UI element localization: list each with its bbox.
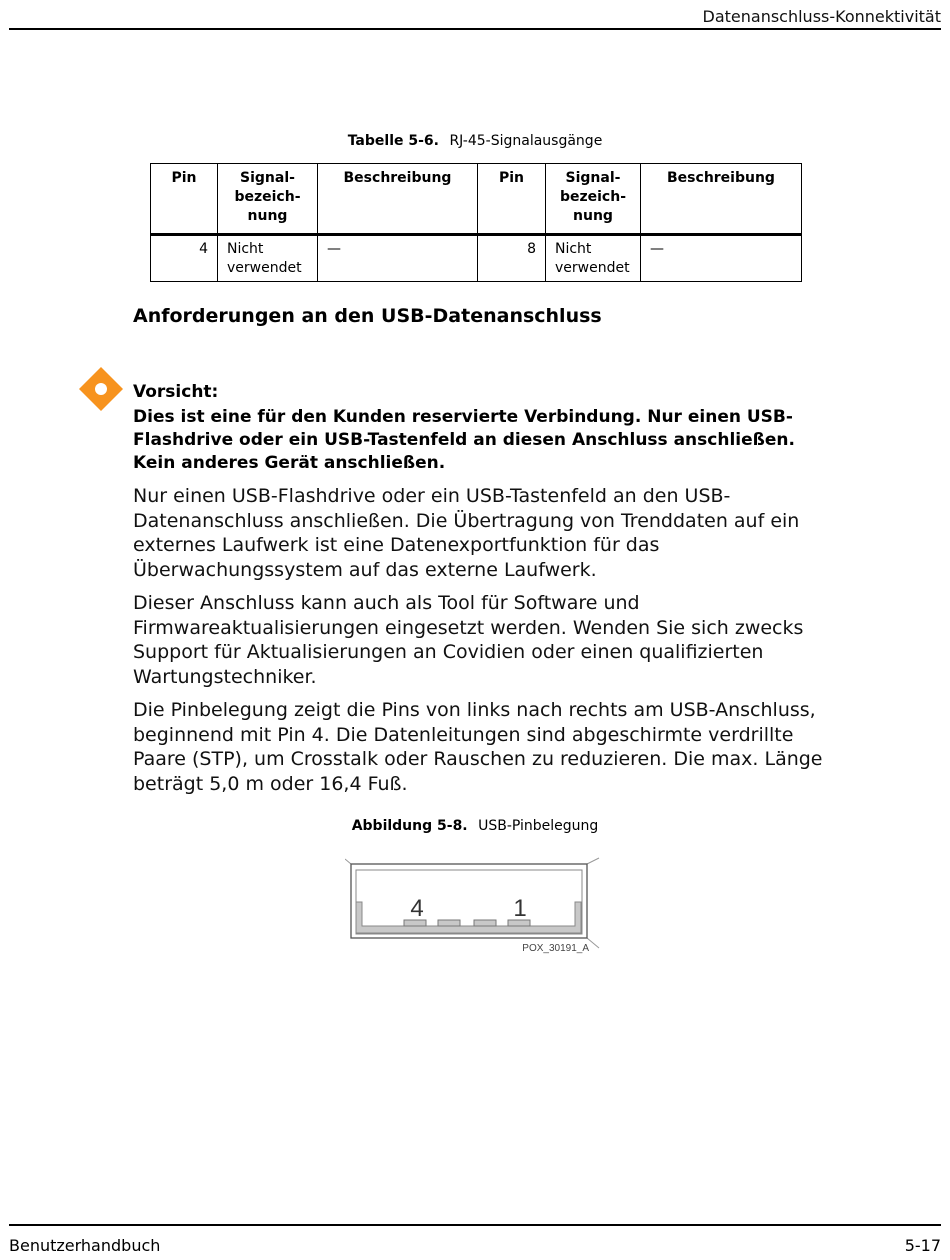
paragraph-text: Nur einen USB-Flashdrive oder ein USB-Tastenfeld an den USB-Datenanschluss anschließen. Die Übertragung von Trenddaten auf ein externes Laufwerk ist eine Datenexportfunktion für das Überwachungssystem auf das externe Laufwerk.	[133, 485, 800, 581]
col-header-description: Beschreibung	[318, 164, 478, 235]
figure-id: POX_30191_A	[522, 943, 589, 954]
running-header-title: Datenanschluss-Konnektivität	[702, 7, 941, 26]
pin-label-1: 1	[513, 895, 527, 922]
figure-caption-number: Abbildung 5-8.	[351, 818, 468, 834]
col-header-signal: Signal-bezeich-nung	[218, 164, 318, 235]
pin-label-4: 4	[410, 895, 424, 922]
table-cell-description: —	[641, 235, 802, 282]
table-cell-pin: 8	[478, 235, 546, 282]
table-cell-description: —	[318, 235, 478, 282]
body-paragraph	[133, 698, 823, 796]
figure-caption	[0, 818, 950, 834]
paragraph-text: Die Pinbelegung zeigt die Pins von links nach rechts am USB-Anschluss, beginnend mit Pin 4. Die Datenleitungen sind abgeschirmte verdrillte Paare (STP), um Crosstalk oder Rauschen zu reduzieren. Die max. Länge beträgt 5,0 m oder 16,4 Fuß.	[133, 699, 823, 795]
col-header-pin: Pin	[151, 164, 218, 235]
usb-contact-pin-3	[438, 920, 460, 926]
table-cell-signal: Nicht verwendet	[218, 235, 318, 282]
usb-opening	[356, 870, 582, 934]
footer-divider	[9, 1224, 941, 1226]
footer-manual-title: Benutzerhandbuch	[9, 1236, 161, 1255]
table-cell-pin: 4	[151, 235, 218, 282]
table-cell-signal: Nicht verwendet	[546, 235, 641, 282]
body-paragraph	[133, 484, 823, 582]
usb-pinout-diagram	[345, 856, 605, 958]
col-header-pin: Pin	[478, 164, 546, 235]
paragraph-text: Dieser Anschluss kann auch als Tool für Software und Firmwareaktualisierungen eingesetzt werden. Wenden Sie sich zwecks Support für Aktualisierungen an Covidien oder einen qualifizierten Wartungstechniker.	[133, 592, 804, 688]
section-heading: Anforderungen an den USB-Datenanschluss	[133, 305, 602, 327]
rj45-signal-table	[150, 163, 802, 282]
caution-diamond-icon	[78, 366, 124, 412]
col-header-signal: Signal-bezeich-nung	[546, 164, 641, 235]
table-row	[151, 235, 802, 282]
table-caption	[0, 133, 950, 149]
caution-text: Dies ist eine für den Kunden reservierte Verbindung. Nur einen USB-Flashdrive oder ein USB-Tastenfeld an diesen Anschluss anschließen. Kein anderes Gerät anschließen.	[133, 407, 795, 473]
header-divider	[9, 28, 941, 30]
usb-contact-pin-2	[474, 920, 496, 926]
col-header-description: Beschreibung	[641, 164, 802, 235]
table-header-row	[151, 164, 802, 235]
table-caption-number: Tabelle 5-6.	[347, 133, 439, 149]
figure-caption-text: USB-Pinbelegung	[478, 818, 599, 834]
footer-page-number: 5-17	[904, 1236, 941, 1255]
body-paragraph	[133, 591, 823, 689]
caution-title: Vorsicht:	[133, 382, 219, 402]
table-caption-text: RJ-45-Signalausgänge	[449, 133, 603, 149]
